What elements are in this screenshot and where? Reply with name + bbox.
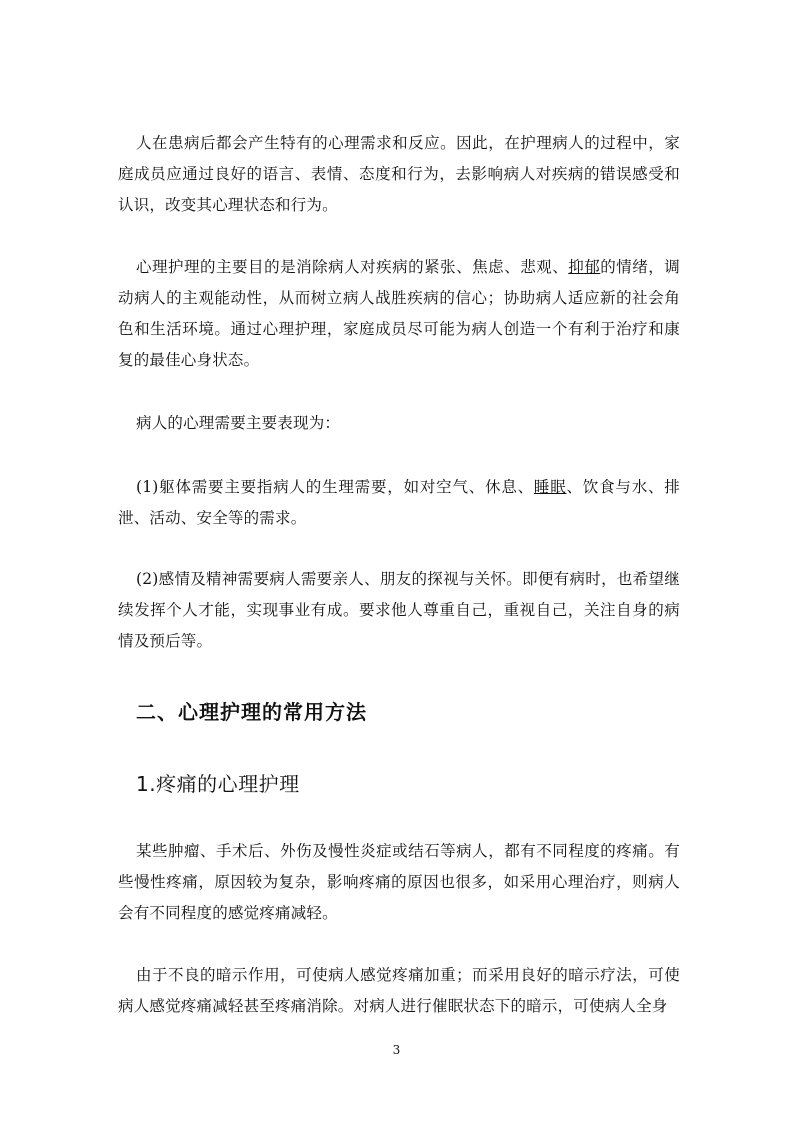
paragraph-needs-lead bbox=[118, 408, 680, 439]
paragraph-emotional-needs bbox=[118, 564, 680, 657]
paragraph-psychological-needs-intro bbox=[118, 128, 680, 221]
paragraph-pain-causes bbox=[118, 836, 680, 929]
underlined-term: 抑郁 bbox=[568, 258, 601, 276]
paragraph-physical-needs bbox=[118, 472, 680, 534]
subsection-title: 1.疼痛的心理护理 bbox=[136, 772, 300, 796]
paragraph-text: (2)感情及精神需要病人需要亲人、朋友的探视与关怀。即便有病时，也希望继续发挥个人才能，实现事业有成。要求他人尊重自己，重视自己，关注自身的病情及预后等。 bbox=[118, 570, 680, 650]
paragraph-suggestion-therapy bbox=[118, 960, 680, 1022]
paragraph-nursing-goals bbox=[118, 252, 680, 376]
page-number: 3 bbox=[392, 1043, 401, 1057]
underlined-term: 睡眠 bbox=[533, 478, 567, 496]
paragraph-text-part: 心理护理的主要目的是消除病人对疾病的紧张、焦虑、悲观、 bbox=[136, 258, 569, 276]
paragraph-text: 病人的心理需要主要表现为： bbox=[136, 414, 341, 432]
paragraph-text-part: 的情绪，调动病人的主观能动性，从而树立病人战胜疾病的信心；协助病人适应新的社会角色和生活环境。通过心理护理，家庭成员尽可能为病人创造一个有利于治疗和康复的最佳心身状态。 bbox=[118, 258, 680, 369]
paragraph-text: 某些肿瘤、手术后、外伤及慢性炎症或结石等病人，都有不同程度的疼痛。有些慢性疼痛，原因较为复杂，影响疼痛的原因也很多，如采用心理治疗，则病人会有不同程度的感觉疼痛减轻。 bbox=[118, 842, 680, 922]
paragraph-text-part: 、饮食与水、排泄、活动、安全等的需求。 bbox=[118, 478, 680, 527]
paragraph-text: 人在患病后都会产生特有的心理需求和反应。因此，在护理病人的过程中，家庭成员应通过良好的语言、表情、态度和行为，去影响病人对疾病的错误感受和认识，改变其心理状态和行为。 bbox=[118, 134, 680, 214]
section-title: 二、心理护理的常用方法 bbox=[136, 700, 367, 724]
paragraph-text: 由于不良的暗示作用，可使病人感觉疼痛加重；而采用良好的暗示疗法，可使病人感觉疼痛减轻甚至疼痛消除。对病人进行催眠状态下的暗示，可使病人全身 bbox=[118, 966, 680, 1015]
paragraph-text-part: (1)躯体需要主要指病人的生理需要，如对空气、休息、 bbox=[136, 478, 534, 496]
